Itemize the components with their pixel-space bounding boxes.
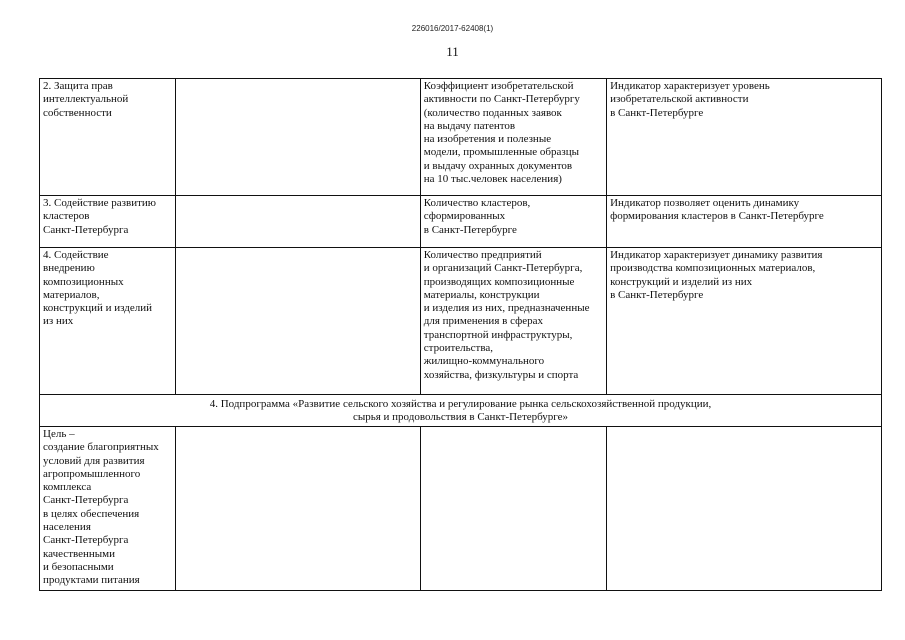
table-row	[40, 427, 882, 591]
subprogram-title: 4. Подпрограмма «Развитие сельского хозяйства и регулирование рынка сельскохозяйственной продукции, сырья и продовольствия в Санкт-Петербурге»	[40, 395, 882, 427]
task-cell: 3. Содействие развитию кластеров Санкт-Петербурга	[40, 196, 176, 248]
indicators-table	[39, 78, 882, 591]
indicator-cell: Количество кластеров, сформированных в Санкт-Петербурге	[420, 196, 606, 248]
description-cell: Индикатор позволяет оценить динамику формирования кластеров в Санкт-Петербурге	[607, 196, 882, 248]
description-cell: Индикатор характеризует динамику развития производства композиционных материалов, конструкций и изделий из них в Санкт-Петербурге	[607, 248, 882, 395]
description-cell	[607, 427, 882, 591]
indicator-cell: Коэффициент изобретательской активности по Санкт-Петербургу (количество поданных заявок на выдачу патентов на изобретения и полезные модели, промышленные образцы и выдачу охранных документов на 10 тыс.человек населения)	[420, 79, 606, 196]
indicator-cell: Количество предприятий и организаций Санкт-Петербурга, производящих композиционные материалы, конструкции и изделия из них, предназначенные для применения в сферах транспортной инфраструктуры, строительства, жилищно-коммунального хозяйства, физкультуры и спорта	[420, 248, 606, 395]
document-id: 226016/2017-62408(1)	[411, 24, 494, 33]
task-cell: Цель – создание благоприятных условий для развития агропромышленного комплекса Санкт-Петербурга в целях обеспечения населения Санкт-Петербурга качественными и безопасными продуктами питания	[40, 427, 176, 591]
table-row	[40, 196, 882, 248]
task-cell: 2. Защита прав интеллектуальной собственности	[40, 79, 176, 196]
table-row	[40, 79, 882, 196]
goal-cell	[176, 248, 420, 395]
table-row	[40, 248, 882, 395]
task-cell: 4. Содействие внедрению композиционных материалов, конструкций и изделий из них	[40, 248, 176, 395]
page-number: 11	[446, 44, 459, 59]
goal-cell	[176, 427, 420, 591]
goal-cell	[176, 196, 420, 248]
goal-cell	[176, 79, 420, 196]
section-header-row	[40, 395, 882, 427]
description-cell: Индикатор характеризует уровень изобретательской активности в Санкт-Петербурге	[607, 79, 882, 196]
indicator-cell	[420, 427, 606, 591]
